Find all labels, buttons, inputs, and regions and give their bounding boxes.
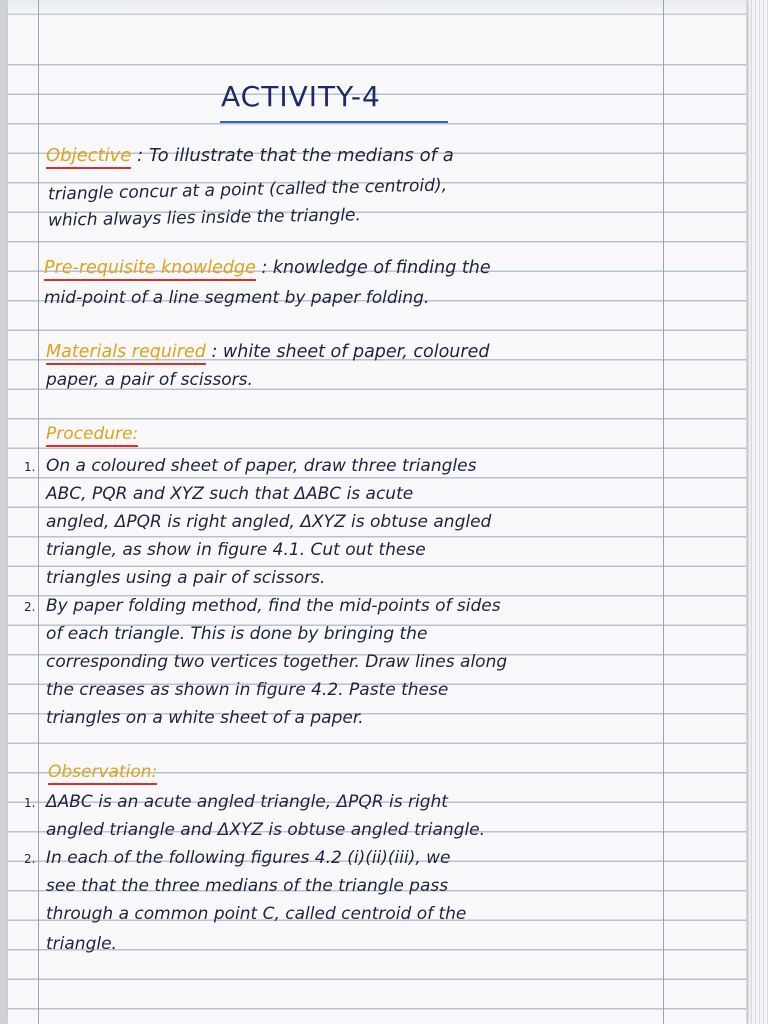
- materials-line-1: [46, 342, 489, 362]
- procedure-line-8: corresponding two vertices together. Draw lines along: [46, 652, 508, 672]
- procedure-heading: Procedure:: [46, 424, 139, 444]
- prerequisite-heading: Pre-requisite knowledge: [44, 258, 256, 278]
- procedure-line-9: the creases as shown in figure 4.2. Paste these: [46, 680, 449, 700]
- procedure-heading-row: [46, 424, 138, 444]
- observation-line-4: see that the three medians of the triangle pass: [46, 876, 449, 896]
- procedure-number-2: 2.: [24, 600, 36, 614]
- procedure-line-2: ABC, PQR and XYZ such that ΔABC is acute: [46, 484, 414, 504]
- objective-line-1: [46, 146, 454, 166]
- procedure-line-7: of each triangle. This is done by bringing the: [46, 624, 428, 644]
- title-underline: [220, 121, 448, 123]
- observation-heading: Observation:: [48, 762, 158, 782]
- procedure-number-1: 1.: [24, 460, 36, 474]
- observation-line-5: through a common point C, called centroid of the: [46, 904, 467, 924]
- right-margin-line: [663, 0, 664, 1024]
- observation-line-6: triangle.: [46, 934, 117, 954]
- page-top-shade: [8, 0, 746, 18]
- notebook-page: [8, 0, 746, 1024]
- procedure-line-6: By paper folding method, find the mid-points of sides: [46, 596, 501, 616]
- procedure-line-10: triangles on a white sheet of a paper.: [46, 708, 364, 728]
- objective-heading: Objective: [46, 145, 132, 166]
- procedure-line-5: triangles using a pair of scissors.: [46, 568, 326, 588]
- observation-line-2: angled triangle and ΔXYZ is obtuse angled triangle.: [46, 820, 486, 840]
- prerequisite-line-1: [44, 258, 491, 278]
- materials-line-2: paper, a pair of scissors.: [46, 370, 253, 390]
- observation-line-1: ΔABC is an acute angled triangle, ΔPQR is right: [46, 792, 448, 812]
- prerequisite-line-2: mid-point of a line segment by paper folding.: [44, 288, 430, 308]
- materials-text-1: : white sheet of paper, coloured: [211, 342, 490, 362]
- left-margin-line: [38, 0, 39, 1024]
- prerequisite-text-1: : knowledge of finding the: [261, 258, 491, 278]
- observation-heading-row: [48, 762, 157, 782]
- materials-heading: Materials required: [46, 342, 206, 362]
- procedure-line-4: triangle, as show in figure 4.1. Cut out these: [46, 540, 426, 560]
- observation-number-2: 2.: [24, 852, 36, 866]
- objective-line-3: which always lies inside the triangle.: [47, 205, 362, 231]
- procedure-line-3: angled, ΔPQR is right angled, ΔXYZ is obtuse angled: [46, 512, 492, 532]
- objective-line-2: triangle concur at a point (called the centroid),: [47, 175, 448, 205]
- observation-line-3: In each of the following figures 4.2 (i)(ii)(iii), we: [46, 848, 451, 868]
- procedure-line-1: On a coloured sheet of paper, draw three triangles: [46, 456, 477, 476]
- observation-number-1: 1.: [24, 796, 36, 810]
- page-title: ACTIVITY-4: [221, 80, 381, 113]
- objective-text-1: : To illustrate that the medians of a: [137, 145, 454, 166]
